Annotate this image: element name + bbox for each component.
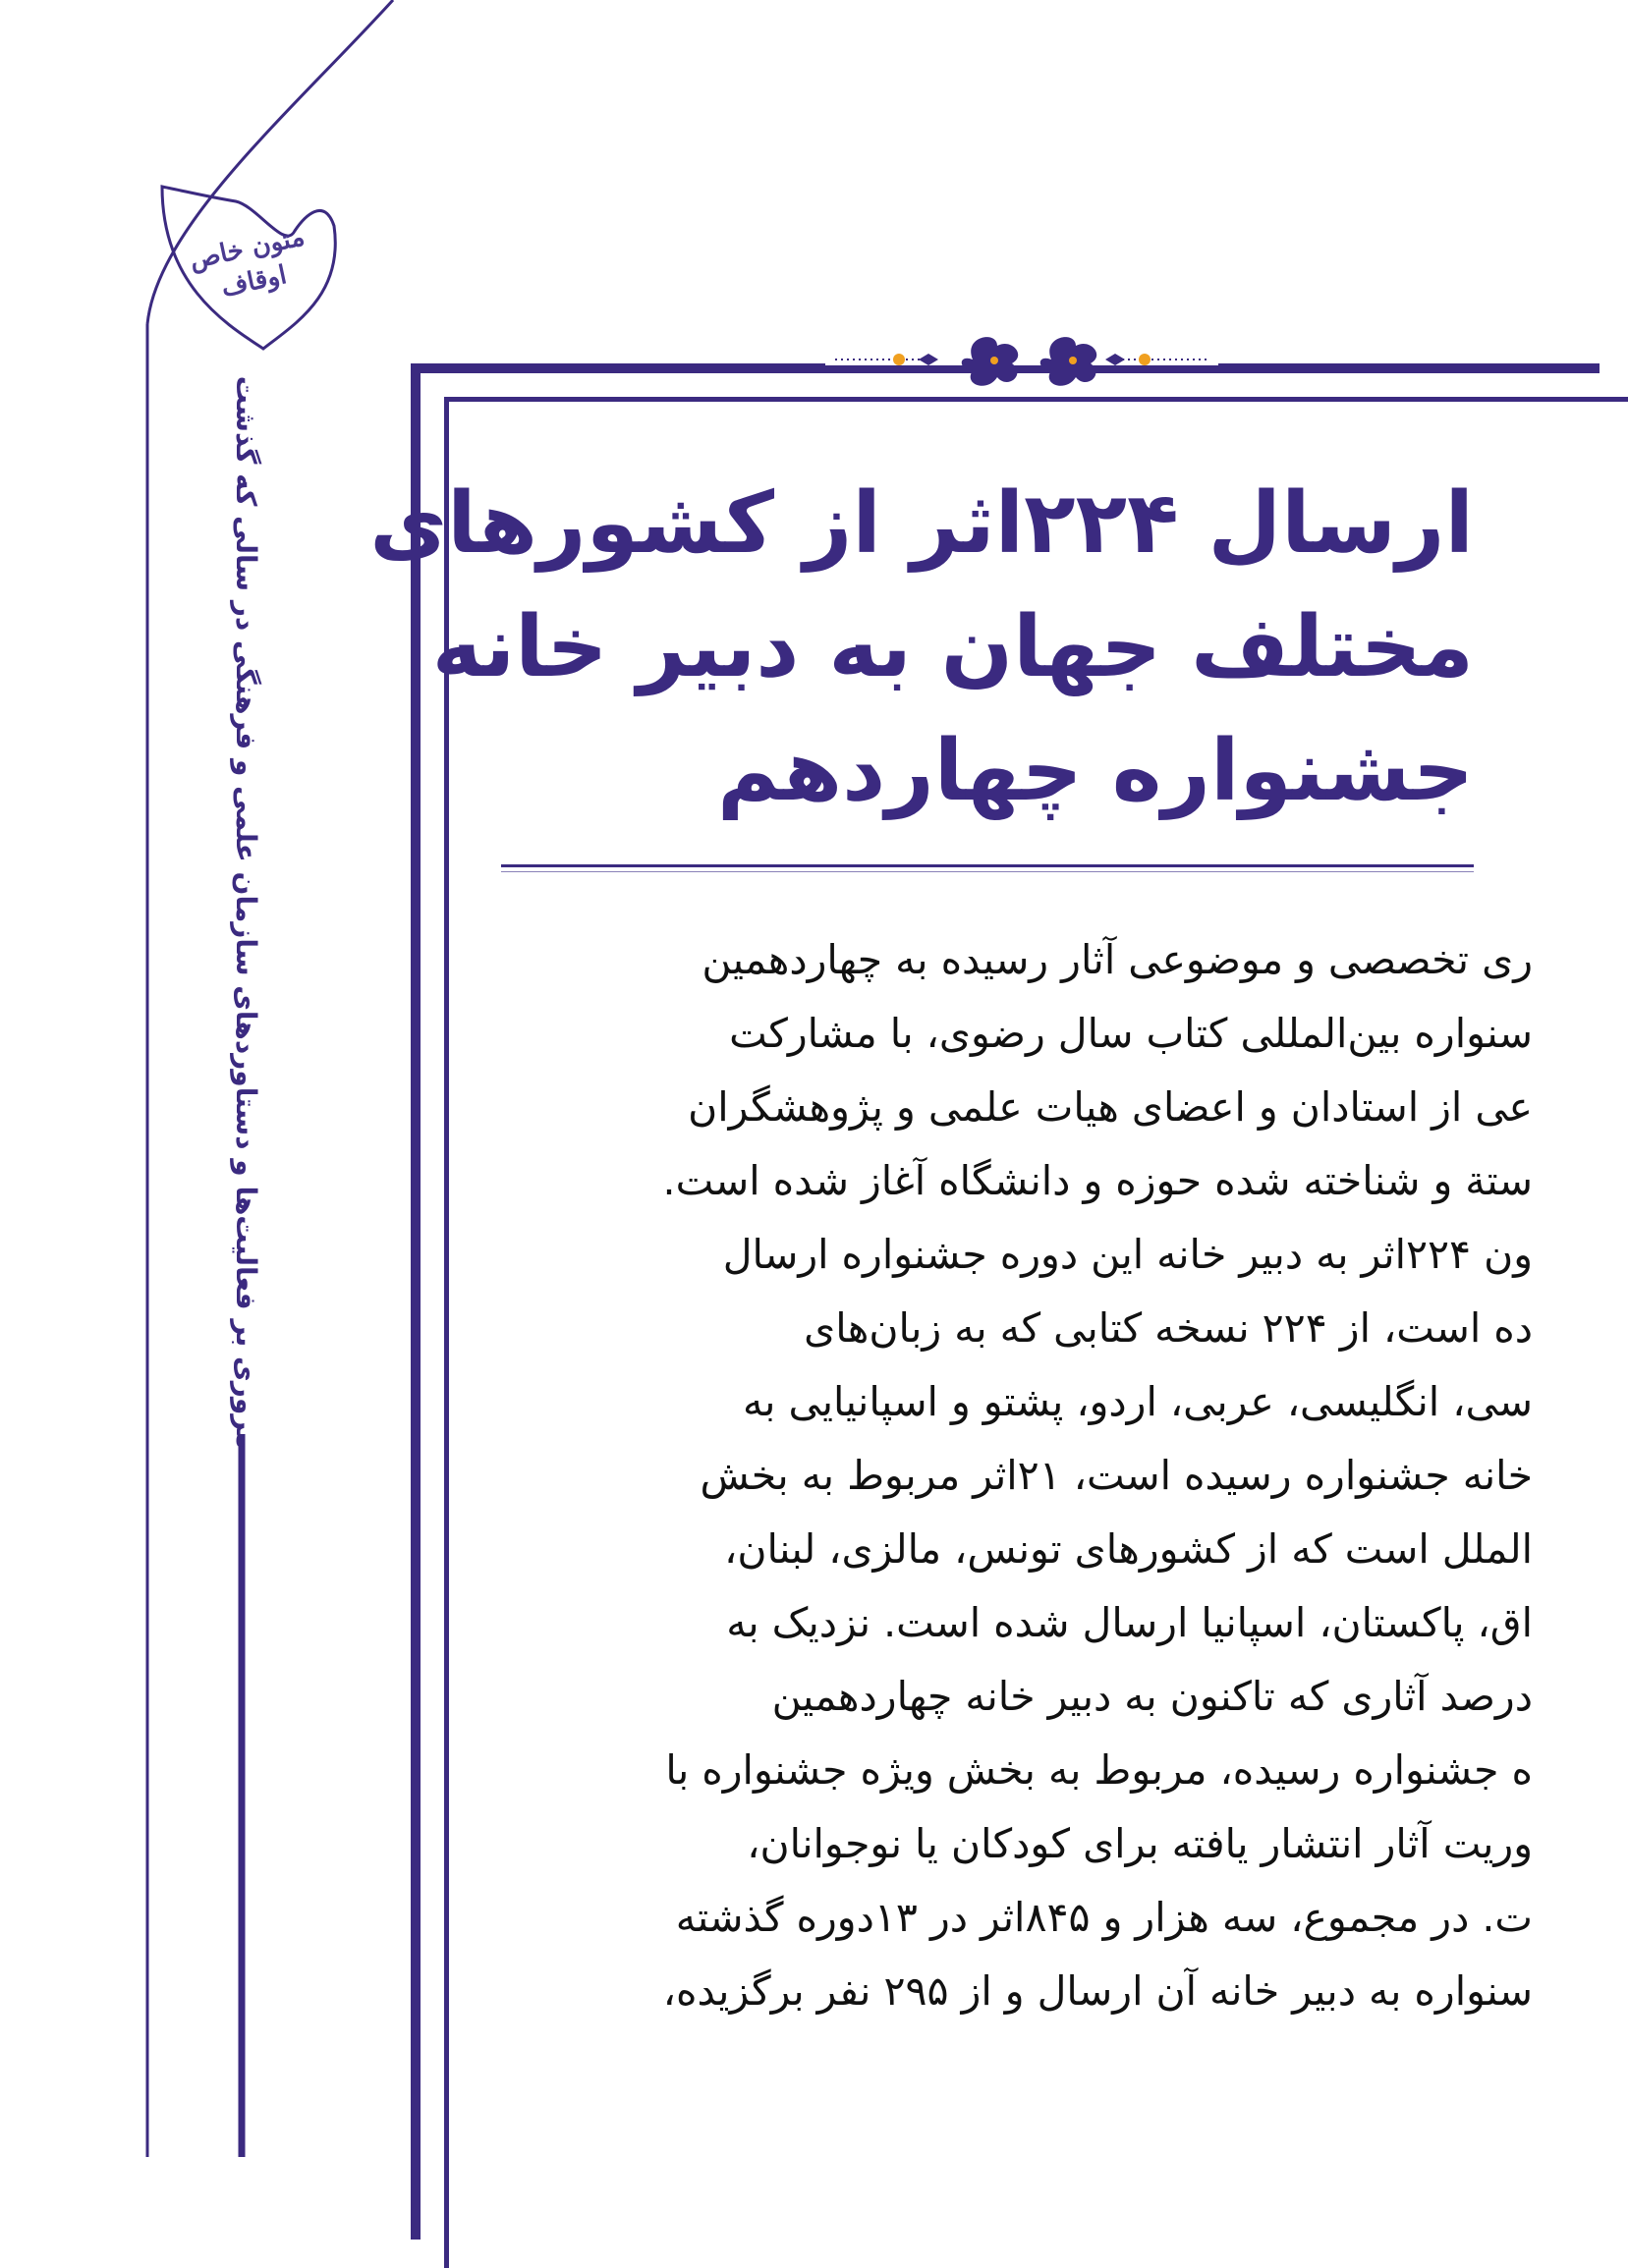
- title-rule: [501, 864, 1474, 867]
- body-line: اق، پاکستان، اسپانیا ارسال شده است. نزدیک به: [726, 1599, 1533, 1646]
- article-body: [491, 923, 1533, 2157]
- body-line: عی از استادان و اعضای هیات علمی و پژوهشگران: [688, 1083, 1533, 1131]
- body-line: درصد آثاری که تاکنون به دبیر خانه چهاردهمین: [771, 1673, 1533, 1720]
- ornament-divider: [825, 316, 1218, 395]
- body-line: الملل است که از کشورهای تونس، مالزی، لبنان،: [724, 1525, 1533, 1573]
- body-line: وریت آثار انتشار یافته برای کودکان یا نوجوانان،: [747, 1820, 1533, 1867]
- title-line: ارسال ۲۲۴اثر از کشورهای: [369, 474, 1474, 573]
- ornament-flower-left: [962, 337, 1018, 386]
- body-line: سنواره بین‌المللی کتاب سال رضوی، با مشارکت: [729, 1010, 1533, 1057]
- body-line: ستة و شناخته شده حوزه و دانشگاه آغاز شده است.: [662, 1157, 1533, 1204]
- body-line: سی، انگلیسی، عربی، اردو، پشتو و اسپانیایی به: [743, 1378, 1533, 1425]
- logo-text: متون خاص اوقاف: [187, 222, 308, 304]
- body-line: ده است، از ۲۲۴ نسخه کتابی که به زبان‌های: [804, 1304, 1533, 1352]
- article-title: [369, 462, 1474, 833]
- body-line: خانه جشنواره رسیده است، ۲۱اثر مربوط به بخش: [700, 1452, 1533, 1499]
- body-line: ت. در مجموع، سه هزار و ۸۴۵اثر در ۱۳دوره گذشته: [675, 1894, 1533, 1941]
- body-line: سنواره به دبیر خانه آن ارسال و از ۲۹۵ نفر برگزیده،: [662, 1967, 1533, 2015]
- title-line: مختلف جهان به دبیر خانه: [431, 598, 1474, 696]
- body-line: ری تخصصی و موضوعی آثار رسیده به چهاردهمین: [702, 936, 1533, 983]
- body-line: ون ۲۲۴اثر به دبیر خانه این دوره جشنواره ارسال: [722, 1231, 1533, 1278]
- ornament-flower-right: [1040, 337, 1096, 386]
- vertical-caption: مروری بر فعالیت‌ها و دستاوردهای سازمان علمی و فرهنگی در سالی که گذشت: [230, 375, 262, 1449]
- title-line: جشنواره چهاردهم: [717, 722, 1474, 820]
- body-line: ه جشنواره رسیده، مربوط به بخش ویژه جشنواره با: [665, 1746, 1533, 1794]
- title-rule-thin: [501, 871, 1474, 872]
